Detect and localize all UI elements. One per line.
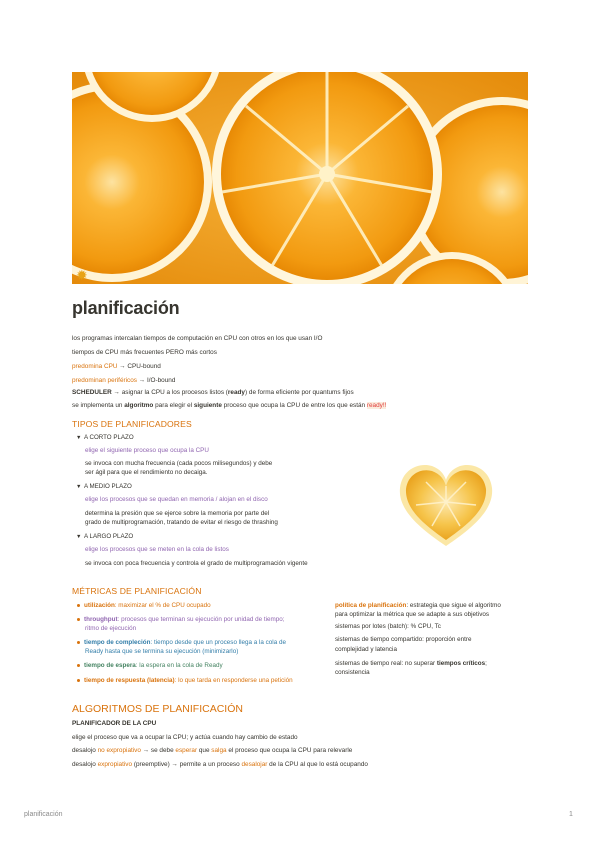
- intro-line-5: [72, 388, 354, 397]
- toggle-medio-title: A MEDIO PLAZO: [84, 483, 132, 490]
- metric-text-cont: Ready hasta que se termina su ejecución (minimizarlo): [85, 648, 239, 655]
- algo-text-a: se implementa un: [72, 402, 125, 409]
- metric-label: tiempo de espera: [84, 662, 136, 669]
- toggle-triangle-icon: ▼: [76, 534, 82, 540]
- metric-item: [77, 661, 223, 670]
- toggle-triangle-icon: ▼: [76, 435, 82, 441]
- intro-line-2: tiempos de CPU más frecuentes PERO más cortos: [72, 349, 217, 356]
- metric-item: [77, 615, 285, 624]
- algo-text: (preemptive) → permite a un proceso: [132, 761, 242, 768]
- metric-label: tiempo de compleción: [84, 639, 151, 646]
- realtime-sep: ;: [485, 660, 487, 667]
- realtime-systems: [335, 659, 487, 668]
- exit-term: salga: [211, 747, 227, 754]
- toggle-medio-plazo[interactable]: [76, 482, 132, 492]
- metric-label: utilización: [84, 602, 115, 609]
- intro-line-3: [72, 362, 161, 371]
- metric-label: throughput: [84, 616, 118, 623]
- evict-term: desalojar: [241, 761, 268, 768]
- algo-text: que: [197, 747, 212, 754]
- toggle-corto-title: A CORTO PLAZO: [84, 434, 134, 441]
- footer-title: planificación: [24, 811, 63, 818]
- policy-label: política de planificación: [335, 602, 407, 609]
- algo-line-1: elige el proceso que va a ocupar la CPU; y actúa cuando hay cambio de estado: [72, 734, 298, 741]
- preemptive: expropiativo: [97, 761, 133, 768]
- non-preemptive: no expropiativo: [97, 747, 141, 754]
- algo-text: de la CPU al que lo está ocupando: [267, 761, 368, 768]
- metric-item: [77, 676, 293, 685]
- cpu-bound: → CPU-bound: [117, 363, 161, 370]
- intro-line-1: los programas intercalan tiempos de computación en CPU con otros en los que usan I/O: [72, 335, 323, 342]
- scheduler-text-end: ) de forma eficiente por quantums fijos: [244, 389, 354, 396]
- timesharing-systems-2: complejidad y latencia: [335, 646, 397, 653]
- desalojo-text: desalojo: [72, 747, 98, 754]
- batch-systems: sistemas por lotes (batch): % CPU, Tc: [335, 623, 441, 630]
- cpu-scheduler-title: PLANIFICADOR DE LA CPU: [72, 720, 157, 727]
- sun-icon: ✹: [76, 267, 88, 283]
- largo-detail-1: se invoca con poca frecuencia y controla el grado de multiprogramación vigente: [85, 560, 308, 567]
- siguiente-term: siguiente: [193, 402, 222, 409]
- section-heading-metricas: MÉTRICAS DE PLANIFICACIÓN: [72, 586, 202, 596]
- heart-lemon-image: [396, 460, 496, 550]
- cover-image: [72, 72, 528, 284]
- ready-term: ready: [227, 389, 245, 396]
- ready-highlight: ready!!: [366, 402, 387, 409]
- policy-line-2: para optimizar la métrica que se adapte a sus objetivos: [335, 611, 490, 618]
- algo-text: el proceso que ocupa la CPU para relevarle: [226, 747, 353, 754]
- algo-text-c: para elegir el: [153, 402, 194, 409]
- algorithm-term: algoritmo: [124, 402, 154, 409]
- medio-desc: elige los procesos que se quedan en memoria / alojan en el disco: [85, 496, 268, 503]
- toggle-corto-plazo[interactable]: [76, 433, 134, 443]
- wait-term: esperar: [175, 747, 198, 754]
- algo-line-2: [72, 746, 352, 755]
- corto-detail-1: se invoca con mucha frecuencia (cada pocos milisegundos) y debe: [85, 460, 273, 467]
- metric-text: : la espera en la cola de Ready: [135, 662, 223, 669]
- intro-line-4: [72, 376, 175, 385]
- algo-text-e: proceso que ocupa la CPU de entre los que están: [221, 402, 367, 409]
- metric-text: : lo que tarda en responderse una petición: [174, 677, 293, 684]
- page-title: planificación: [72, 298, 180, 318]
- corto-desc: elige el siguiente proceso que ocupa la CPU: [85, 447, 209, 454]
- orange-slices-illustration: [72, 72, 528, 284]
- intro-line-6: [72, 401, 386, 410]
- algo-line-3: [72, 760, 368, 769]
- corto-detail-2: ser ágil para que el rendimiento no decaiga.: [85, 469, 208, 476]
- scheduler-term: SCHEDULER: [72, 389, 112, 396]
- critical-times: tiempos críticos: [436, 660, 486, 667]
- metric-item: [77, 601, 211, 610]
- timesharing-systems: sistemas de tiempo compartido: proporción entre: [335, 636, 472, 643]
- policy-text: : estrategia que sigue el algoritmo: [406, 602, 501, 609]
- section-heading-tipos: TIPOS DE PLANIFICADORES: [72, 419, 192, 429]
- policy-line: [335, 601, 501, 610]
- algo-text: → se debe: [140, 747, 176, 754]
- toggle-largo-plazo[interactable]: [76, 532, 133, 542]
- largo-desc: elige los procesos que se meten en la cola de listos: [85, 546, 229, 553]
- page-number: 1: [569, 811, 573, 818]
- scheduler-text: → asignar la CPU a los procesos listos (: [111, 389, 228, 396]
- metric-text: : maximizar el % de CPU ocupado: [114, 602, 211, 609]
- metric-text: : procesos que terminan su ejecución por unidad de tiempo;: [117, 616, 285, 623]
- medio-detail-1: determina la presión que se ejerce sobre la memoria por parte del: [85, 510, 270, 517]
- toggle-triangle-icon: ▼: [76, 484, 82, 490]
- metric-text-cont: ritmo de ejecución: [85, 625, 137, 632]
- metric-item: [77, 638, 286, 647]
- desalojo-text: desalojo: [72, 761, 98, 768]
- section-heading-algoritmos: ALGORITMOS DE PLANIFICACIÓN: [72, 703, 243, 715]
- consistency: consistencia: [335, 669, 370, 676]
- metric-text: : tiempo desde que un proceso llega a la cola de: [150, 639, 286, 646]
- medio-detail-2: grado de multiprogramación, tratando de evitar el riesgo de thrashing: [85, 519, 278, 526]
- io-bound: → I/O-bound: [137, 377, 176, 384]
- toggle-largo-title: A LARGO PLAZO: [84, 533, 134, 540]
- realtime-text: sistemas de tiempo real: no superar: [335, 660, 437, 667]
- metric-label: tiempo de respuesta (latencia): [84, 677, 175, 684]
- cpu-predominance: predomina CPU: [72, 363, 118, 370]
- heart-lemon-illustration: [396, 460, 496, 550]
- peripheral-predominance: predominan periféricos: [72, 377, 138, 384]
